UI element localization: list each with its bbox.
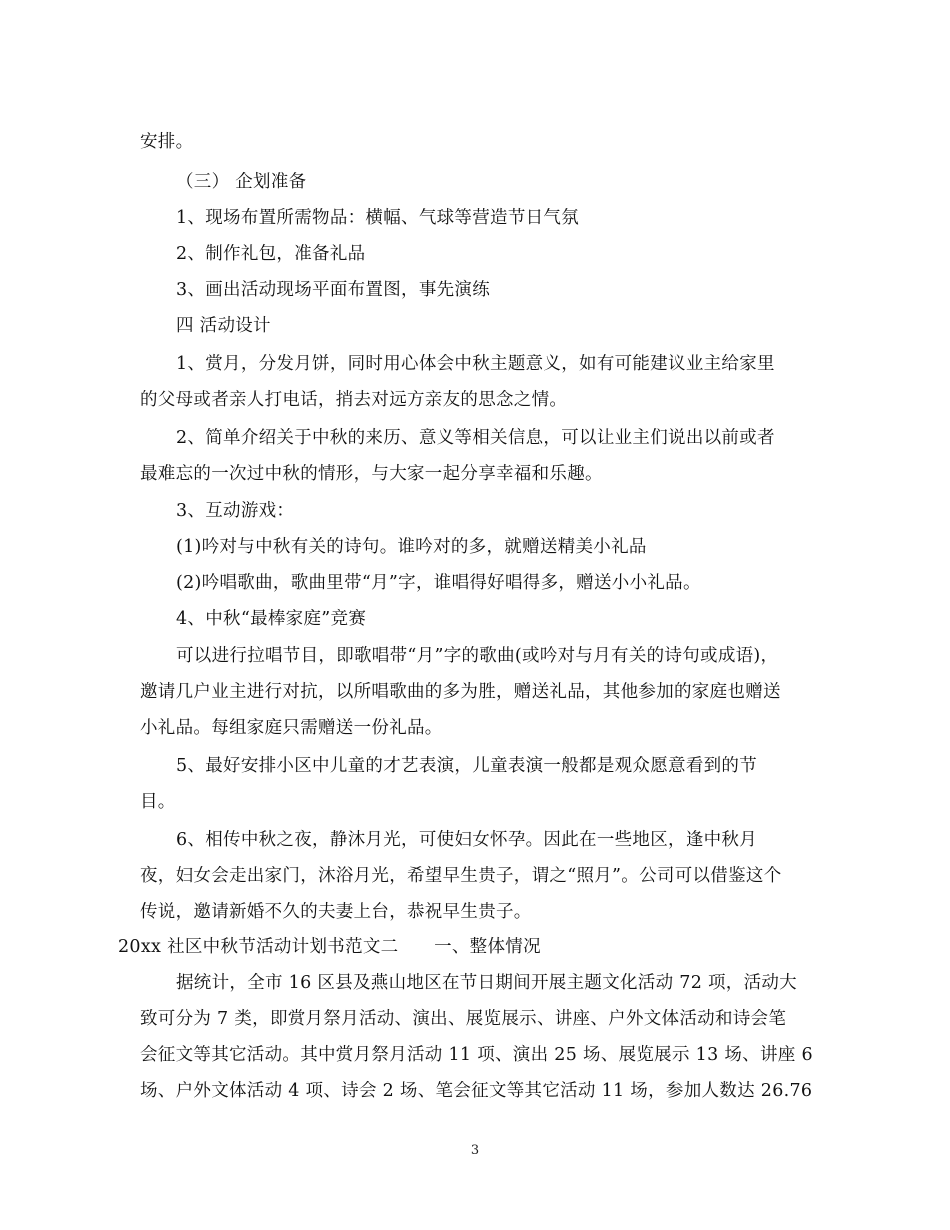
- text-line: 目。: [140, 792, 176, 812]
- text-line: 致可分为 7 类，即赏月祭月活动、演出、展览展示、讲座、户外文体活动和诗会笔: [140, 1009, 787, 1029]
- text-line: (2)吟唱歌曲，歌曲里带“月”字，谁唱得好唱得多，赠送小小礼品。: [176, 573, 701, 593]
- text-line: 小礼品。每组家庭只需赠送一份礼品。: [140, 718, 443, 738]
- page-number: 3: [470, 1143, 480, 1158]
- section-heading: （三） 企划准备: [176, 172, 307, 192]
- text-line: 夜，妇女会走出家门，沐浴月光，希望早生贵子，谓之“照月”。公司可以借鉴这个: [140, 866, 782, 886]
- text-line: 3、互动游戏：: [176, 501, 295, 521]
- section-heading: 四 活动设计: [176, 316, 271, 336]
- text-line: 6、相传中秋之夜，静沐月光，可使妇女怀孕。因此在一些地区，逢中秋月: [176, 830, 758, 850]
- section-heading: 20xx 社区中秋节活动计划书范文二 一、整体情况: [118, 937, 541, 957]
- text-line: 2、简单介绍关于中秋的来历、意义等相关信息，可以让业主们说出以前或者: [176, 428, 775, 448]
- text-line: 4、中秋“最棒家庭”竞赛: [176, 609, 367, 629]
- text-line: 邀请几户业主进行对抗，以所唱歌曲的多为胜，赠送礼品，其他参加的家庭也赠送: [140, 682, 781, 702]
- text-line: 可以进行拉唱节目，即歌唱带“月”字的歌曲(或吟对与月有关的诗句或成语)，: [176, 646, 779, 666]
- text-line: (1)吟对与中秋有关的诗句。谁吟对的多，就赠送精美小礼品: [176, 537, 647, 557]
- text-line: 场、户外文体活动 4 项、诗会 2 场、笔会征文等其它活动 11 场，参加人数达 26.76: [140, 1081, 813, 1101]
- text-line: 安排。: [140, 132, 194, 152]
- text-line: 1、赏月，分发月饼，同时用心体会中秋主题意义，如有可能建议业主给家里: [176, 354, 775, 374]
- text-line: 传说，邀请新婚不久的夫妻上台，恭祝早生贵子。: [140, 902, 532, 922]
- text-line: 5、最好安排小区中儿童的才艺表演，儿童表演一般都是观众愿意看到的节: [176, 756, 758, 776]
- text-line: 最难忘的一次过中秋的情形，与大家一起分享幸福和乐趣。: [140, 464, 603, 484]
- text-line: 的父母或者亲人打电话，捎去对远方亲友的思念之情。: [140, 390, 568, 410]
- text-line: 据统计，全市 16 区县及燕山地区在节日期间开展主题文化活动 72 项，活动大: [176, 973, 797, 993]
- text-line: 3、画出活动现场平面布置图，事先演练: [176, 280, 491, 300]
- text-line: 2、制作礼包，准备礼品: [176, 244, 366, 264]
- text-line: 会征文等其它活动。其中赏月祭月活动 11 项、演出 25 场、展览展示 13 场、讲座 6: [140, 1045, 813, 1065]
- text-line: 1、现场布置所需物品：横幅、气球等营造节日气氛: [176, 208, 580, 228]
